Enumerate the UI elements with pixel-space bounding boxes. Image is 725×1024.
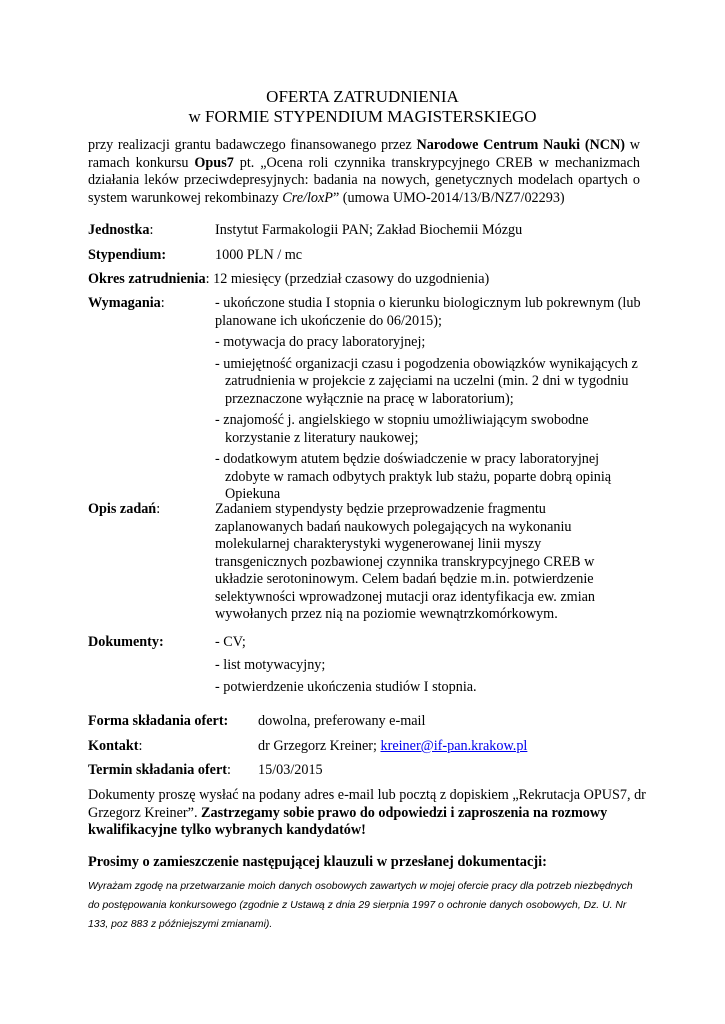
okres-value: 12 miesięcy (przedział czasowy do uzgodnienia) [213,271,490,287]
submission-text: Dokumenty proszę wysłać na podany adres e-mail lub pocztą z dopiskiem „Rekrutacja OPUS7, dr Grzegorz Kreiner”. [88,787,646,821]
wymagania-item: - znajomość j. angielskiego w stopniu umożliwiającym swobodne korzystanie z literatury naukowej; [215,412,589,446]
termin-value: 15/03/2015 [258,762,323,778]
jednostka-value: Instytut Farmakologii PAN; Zakład Biochemii Mózgu [215,222,523,238]
document-page: OFERTA ZATRUDNIENIA w FORMIE STYPENDIUM MAGISTERSKIEGO przy realizacji grantu badawczego finansowanego przez Narodowe Centrum Nauki (NCN) w ramach konkursu Opus7 pt. „Ocena roli czynnika transkrypcyjnego CREB w mechanizmach działania leków przeciwdepresyjnych: badania na nowych, genetycznych modelach opartych o system warunkowej rekombinazy Cre/loxP” (umowa UMO-2014/13/B/NZ7/02293) Jednostka: Instytut Farmakologii PAN; Zakład Biochemii Mózgu Stypendium: 1000 PLN / mc Okres zatrudnienia: 12 miesięcy (przedział czasowy do uzgodnienia) Wymagania: - ukończone studia I stopnia o kierunku biologicznym lub pokrewnym (lub planowane ich ukończenie do 06/2015); - motywacja do pracy laboratoryjnej; - umiejętność organizacji czasu i pogodzenia obowiązków wynikających z zatrudnienia w projekcie z zajęciami na uczelni (min. 2 dni w tygodniu przeznaczone wyłącznie na pracę w laboratorium); - znajomość j. angielskiego w stopniu umożliwiającym swobodne korzystanie z literatury naukowej; - dodatkowym atutem będzie doświadczenie w pracy laboratoryjnej zdobyte w ramach odbytych praktyk lub stażu, poparte dobrą opinią Opiekuna Opis zadań: Zadaniem stypendysty będzie przeprowadzenie fragmentu zaplanowanych badań naukowych polegających na wykonaniu molekularnej charakterystyki wygenerowanej linii myszy transgenicznych pozbawionej czynnika transkrypcyjnego CREB w układzie serotoninowym. Celem badań będzie m.in. potwierdzenie selektywności wprowadzonej mutacji oraz identyfikacja ew. zmian wywołanych przez nią na poziomie wewnątrzkomórkowym. Dokumenty: - CV; - list motywacyjny; - potwierdzenie ukończenia studiów I stopnia. Forma składania ofert: dowolna, preferowany e-mail Kontakt: dr Grzegorz Kreiner; kreiner@if-pan.krakow.pl Termin składania ofert: 15/03/2015 Dokumenty proszę wysłać na podany adres e-mail lub pocztą z dopiskiem „Rekrutacja OPUS7, dr Grzegorz Kreiner”. Zastrzegamy sobie prawo do odpowiedzi i zaproszenia na rozmowy kwalifikacyjne tylko wybranych kandydatów! Prosimy o zamieszczenie następującej klauzuli w przesłanej dokumentacji: Wyrażam zgodę na przetwarzanie moich danych osobowych zawartych w mojej ofercie pracy dla potrzeb niezbędnych do postępowania konkursowego (zgodnie z Ustawą z dnia 29 sierpnia 1997 o ochronie danych osobowych, Dz. U. Nr 133, poz 883 z późniejszymi zmianami). [0,0,725,1024]
kontakt-label: Kontakt [88,738,139,754]
document-title: OFERTA ZATRUDNIENIA [266,87,459,106]
forma-value: dowolna, preferowany e-mail [258,713,426,729]
wymagania-item: - ukończone studia I stopnia o kierunku biologicznym lub pokrewnym (lub planowane ich ukończenie do 06/2015); [215,295,641,329]
okres-label: Okres zatrudnienia [88,271,206,287]
wymagania-item: - umiejętność organizacji czasu i pogodzenia obowiązków wynikających z zatrudnienia w projekcie z zajęciami na uczelni (min. 2 dni w tygodniu przeznaczone wyłącznie na pracę w laboratorium); [215,355,638,407]
submission-note: Zastrzegamy sobie prawo do odpowiedzi i zaproszenia na rozmowy kwalifikacyjne tylko wybranych kandydatów! [88,804,608,838]
stypendium-label: Stypendium: [88,247,167,263]
clause-text: Wyrażam zgodę na przetwarzanie moich danych osobowych zawartych w mojej ofercie pracy dla potrzeb niezbędnych do postępowania konkursowego (zgodnie z Ustawą z dnia 29 sierpnia 1997 o ochronie danych osobowych, Dz. U. Nr 133, poz 883 z późniejszymi zmianami). [88,881,633,930]
dokumenty-item: - list motywacyjny; [215,656,326,673]
wymagania-label: Wymagania [88,295,161,311]
cre-term: Cre/loxP [282,189,333,206]
dokumenty-list [215,634,645,700]
opis-value: Zadaniem stypendysty będzie przeprowadzenie fragmentu zaplanowanych badań naukowych polegających na wykonaniu molekularnej charakterystyki wygenerowanej linii myszy transgenicznych pozbawionej czynnika transkrypcyjnego CREB w układzie serotoninowym. Celem badań będzie m.in. potwierdzenie selektywności wprowadzonej mutacji oraz identyfikacja ew. zmian wywołanych przez nią na poziomie wewnątrzkomórkowym. [215,501,596,622]
dokumenty-label: Dokumenty: [88,634,164,650]
opis-label: Opis zadań [88,501,157,517]
wymagania-list [215,295,645,507]
intro-text: w ramach konkursu [88,137,640,171]
clause-heading: Prosimy o zamieszczenie następującej klauzuli w przesłanej dokumentacji: [88,854,547,870]
intro-text: ” (umowa UMO-2014/13/B/NZ7/02293) [332,189,565,206]
intro-text: przy realizacji grantu badawczego finansowanego przez [88,137,417,153]
funder-name: Narodowe Centrum Nauki (NCN) [416,137,626,153]
intro-text: pt. „Ocena roli czynnika transkrypcyjnego CREB w mechanizmach działania leków przeciwdepresyjnych: badania na nowych, genetycznych modelach opartych o system warunkowej rekombinazy [88,154,640,206]
kontakt-email-link[interactable]: kreiner@if-pan.krakow.pl [380,738,528,754]
kontakt-name: dr Grzegorz Kreiner; [258,738,381,754]
wymagania-item: - dodatkowym atutem będzie doświadczenie w pracy laboratoryjnej zdobyte w ramach odbytych praktyk lub stażu, poparte dobrą opinią Opiekuna [215,451,612,502]
intro-paragraph [88,137,640,207]
forma-label: Forma składania ofert: [88,713,229,729]
document-subtitle: w FORMIE STYPENDIUM MAGISTERSKIEGO [188,107,537,126]
wymagania-item: - motywacja do pracy laboratoryjnej; [215,334,426,350]
dokumenty-item: - CV; [215,634,246,650]
program-name: Opus7 [194,154,234,171]
jednostka-label: Jednostka [88,222,150,238]
dokumenty-item: - potwierdzenie ukończenia studiów I stopnia. [215,679,477,695]
termin-label: Termin składania ofert [88,762,227,778]
stypendium-value: 1000 PLN / mc [215,247,303,263]
submission-paragraph [88,787,648,840]
